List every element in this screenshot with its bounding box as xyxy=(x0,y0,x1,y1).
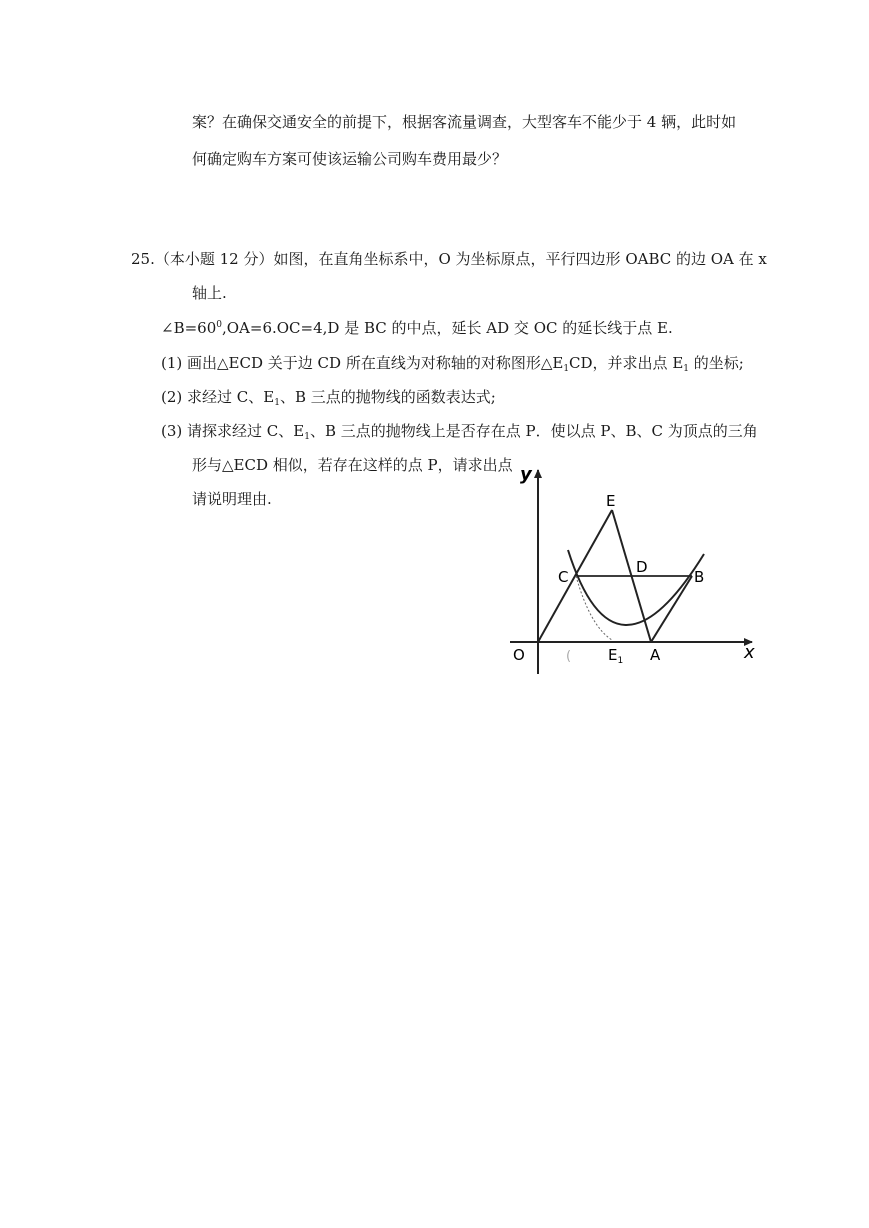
label-D: D xyxy=(636,558,648,576)
top-line-2: 何确定购车方案可使该运输公司购车费用最少？ xyxy=(192,150,508,168)
label-E1: $E_1$ xyxy=(608,646,624,666)
top-line-1: 案？在确保交通安全的前提下，根据客流量调查，大型客车不能少于 4 辆，此时如 xyxy=(192,113,737,131)
label-x-axis: x xyxy=(744,642,755,663)
question-3-line-2: 形与△ECD 相似，若存在这样的点 P，请求出点 xyxy=(192,456,513,474)
problem-25-header-cont: 轴上. xyxy=(192,284,227,302)
question-3-line-3: 请说明理由. xyxy=(192,490,272,508)
label-smudge: ( xyxy=(566,649,572,664)
segment-AB xyxy=(651,576,692,642)
geometry-figure xyxy=(500,458,765,678)
label-E: E xyxy=(606,492,616,510)
label-B: B xyxy=(694,568,705,586)
label-y-axis: y xyxy=(520,464,532,485)
label-O: O xyxy=(513,646,525,664)
question-3: (3) 请探求经过 C、$E_1$、B 三点的抛物线上是否存在点 P．使以点 P、B、C 为顶点的三角 xyxy=(161,422,758,442)
question-1: (1) 画出△ECD 关于边 CD 所在直线为对称轴的对称图形$\triangle E_1CD$，并求出点 $E_1$ 的坐标; xyxy=(161,354,744,374)
problem-25-given: $\angle B=60^0,OA=6.OC=4,D$ 是 BC 的中点，延长 AD 交 OC 的延长线于点 E. xyxy=(161,319,673,337)
problem-25-header: 25.（本小题 12 分）如图，在直角坐标系中，O 为坐标原点，平行四边形 OABC 的边 OA 在 x xyxy=(131,250,767,268)
label-C: C xyxy=(558,568,569,586)
label-A: A xyxy=(650,646,661,664)
question-2: (2) 求经过 C、$E_1$、B 三点的抛物线的函数表达式; xyxy=(161,388,496,408)
